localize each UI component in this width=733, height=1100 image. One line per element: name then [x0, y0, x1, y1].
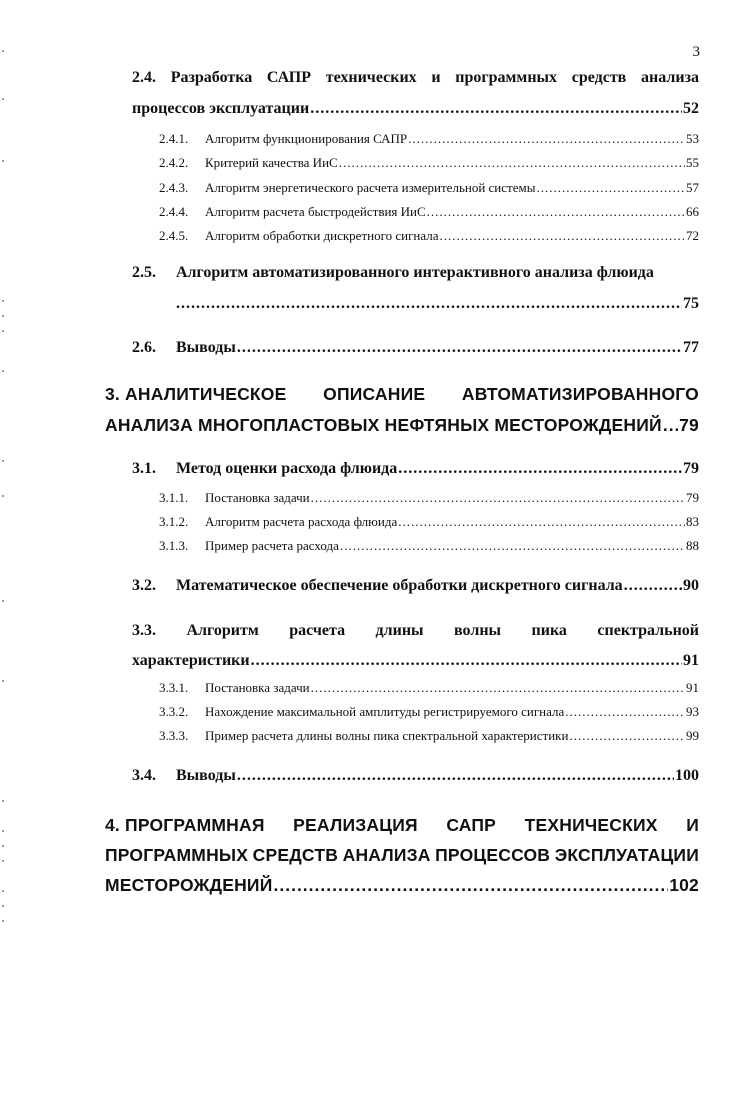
toc-page: 79	[679, 415, 699, 435]
toc-leader	[398, 514, 685, 530]
toc-title: Критерий качества ИиС	[205, 155, 338, 170]
toc-page: 91	[683, 652, 699, 669]
toc-chapter-word: ПРОЦЕССОВ	[435, 845, 551, 865]
toc-leader	[237, 339, 682, 357]
toc-chapter-word: И	[686, 815, 699, 835]
toc-entry-3-1[interactable]	[132, 460, 699, 478]
toc-page: 52	[683, 100, 699, 117]
toc-title: Выводы	[176, 767, 236, 784]
toc-num: 3.2.	[132, 577, 156, 594]
toc-entry-3-3-2[interactable]	[159, 704, 699, 720]
toc-title-word: программных	[455, 69, 558, 86]
toc-num: 3.1.	[132, 460, 156, 477]
toc-num: 2.4.3.	[159, 180, 189, 195]
toc-title-word: Алгоритм	[186, 622, 259, 639]
toc-title: Алгоритм расчета быстродействия ИиС	[205, 204, 426, 219]
toc-entry-3-2[interactable]	[132, 577, 699, 595]
toc-num: 3.3.1.	[159, 680, 189, 695]
toc-entry-2-4-4[interactable]	[159, 204, 699, 220]
toc-leader	[408, 131, 685, 147]
toc-num: 2.5.	[132, 264, 156, 281]
toc-num: 2.4.5.	[159, 228, 189, 243]
toc-entry-3-3-1[interactable]	[159, 680, 699, 696]
toc-entry-3-4[interactable]	[132, 767, 699, 785]
toc-title-word: волны	[454, 622, 502, 639]
toc-num: 3.1.3.	[159, 538, 189, 553]
toc-chapter-title: МЕСТОРОЖДЕНИЙ	[105, 875, 273, 895]
toc-title-word: спектральной	[597, 622, 699, 639]
toc-page: 72	[686, 228, 699, 243]
scan-margin-marks	[2, 40, 6, 940]
toc-page: 66	[686, 204, 699, 219]
toc-num: 3.4.	[132, 767, 156, 784]
toc-page: 88	[686, 538, 699, 553]
toc-leader	[311, 490, 685, 506]
toc-chapter-word: АВТОМАТИЗИРОВАННОГО	[461, 384, 699, 404]
toc-page: 93	[686, 704, 699, 719]
toc-page: 53	[686, 131, 699, 146]
toc-num: 2.4.4.	[159, 204, 189, 219]
toc-entry-3-1-2[interactable]	[159, 514, 699, 530]
toc-entry-2-4-5[interactable]	[159, 228, 699, 244]
toc-num: 3.3.	[132, 622, 156, 639]
toc-leader	[176, 295, 682, 313]
toc-entry-3-1-1[interactable]	[159, 490, 699, 506]
toc-chapter-word: САПР	[446, 815, 497, 835]
toc-entry-2-4-2[interactable]	[159, 155, 699, 171]
toc-leader	[237, 767, 674, 785]
toc-leader	[251, 652, 682, 670]
toc-title-word: расчета	[289, 622, 346, 639]
toc-title: Метод оценки расхода флюида	[176, 460, 398, 477]
toc-chapter-word: ПРОГРАММНЫХ	[105, 845, 249, 865]
toc-leader	[339, 155, 685, 171]
toc-page: 77	[683, 339, 699, 356]
toc-page: 99	[686, 728, 699, 743]
toc-num: 2.4.	[132, 69, 156, 86]
toc-title: Алгоритм функционирования САПР	[205, 131, 408, 146]
toc-chapter-word: ТЕХНИЧЕСКИХ	[524, 815, 658, 835]
toc-leader	[624, 577, 682, 595]
toc-entry-2-6[interactable]	[132, 339, 699, 357]
toc-chapter-word: ОПИСАНИЕ	[323, 384, 426, 404]
toc-title: характеристики	[132, 652, 250, 669]
toc-title: Алгоритм автоматизированного интерактивного анализа флюида	[176, 264, 654, 281]
toc-page: 57	[686, 180, 699, 195]
toc-title: Выводы	[176, 339, 236, 356]
toc-title-word: технических	[325, 69, 417, 86]
toc-title: Пример расчета длины волны пика спектральной характеристики	[205, 728, 569, 743]
toc-chapter-word: РЕАЛИЗАЦИЯ	[293, 815, 418, 835]
toc-leader	[427, 204, 685, 220]
toc-leader	[565, 704, 685, 720]
toc-entry-3-1-3[interactable]	[159, 538, 699, 554]
toc-leader	[398, 460, 682, 478]
toc-chapter-word: 4. ПРОГРАММНАЯ	[105, 815, 265, 835]
toc-entry-3-3-3[interactable]	[159, 728, 699, 744]
toc-num: 3.3.3.	[159, 728, 189, 743]
toc-chapter-title: АНАЛИЗА МНОГОПЛАСТОВЫХ НЕФТЯНЫХ МЕСТОРОЖДЕНИЙ	[105, 415, 662, 435]
toc-leader	[311, 680, 685, 696]
toc-title: Пример расчета расхода	[205, 538, 339, 553]
toc-chapter-word: АНАЛИЗА	[342, 845, 431, 865]
toc-num: 2.4.2.	[159, 155, 189, 170]
toc-title: Постановка задачи	[205, 680, 310, 695]
toc-leader	[663, 415, 678, 436]
toc-leader	[310, 100, 682, 118]
toc-page: 90	[683, 577, 699, 594]
toc-num: 2.6.	[132, 339, 156, 356]
toc-leader	[340, 538, 685, 554]
toc-title: Нахождение максимальной амплитуды регистрируемого сигнала	[205, 704, 565, 719]
toc-num: 3.1.1.	[159, 490, 189, 505]
toc-page: 79	[683, 460, 699, 477]
toc-title: процессов эксплуатации	[132, 100, 310, 117]
toc-title: Алгоритм расчета расхода флюида	[205, 514, 398, 529]
toc-leader	[440, 228, 685, 244]
toc-chapter-word: СРЕДСТВ	[252, 845, 339, 865]
toc-page: 102	[669, 875, 699, 895]
toc-chapter-word: ЭКСПЛУАТАЦИИ	[554, 845, 699, 865]
toc-title-word: пика	[531, 622, 567, 639]
page-number: 3	[692, 44, 700, 60]
toc-title-word: САПР	[266, 69, 312, 86]
toc-title-word: анализа	[641, 69, 699, 86]
toc-title-word: и	[431, 69, 441, 86]
toc-leader	[274, 875, 669, 896]
toc-title-word: средств	[571, 69, 627, 86]
toc-page: 100	[675, 767, 699, 784]
toc-leader	[536, 180, 685, 196]
toc-title-word: Разработка	[170, 69, 253, 86]
toc-num: 3.3.2.	[159, 704, 189, 719]
toc-entry-2-4-1[interactable]	[159, 131, 699, 147]
toc-leader	[569, 728, 685, 744]
toc-title: Алгоритм энергетического расчета измерительной системы	[205, 180, 536, 195]
toc-page: 91	[686, 680, 699, 695]
toc-title: Математическое обеспечение обработки дискретного сигнала	[176, 577, 623, 594]
toc-page: 79	[686, 490, 699, 505]
toc-page: 75	[683, 295, 699, 312]
toc-entry-2-4-3[interactable]	[159, 180, 699, 196]
toc-chapter-word: 3. АНАЛИТИЧЕСКОЕ	[105, 384, 287, 404]
toc-page: 83	[686, 514, 699, 529]
toc-title: Алгоритм обработки дискретного сигнала	[205, 228, 439, 243]
toc-title: Постановка задачи	[205, 490, 310, 505]
toc-num: 2.4.1.	[159, 131, 189, 146]
toc-page: 55	[686, 155, 699, 170]
toc-title-word: длины	[375, 622, 424, 639]
toc-num: 3.1.2.	[159, 514, 189, 529]
